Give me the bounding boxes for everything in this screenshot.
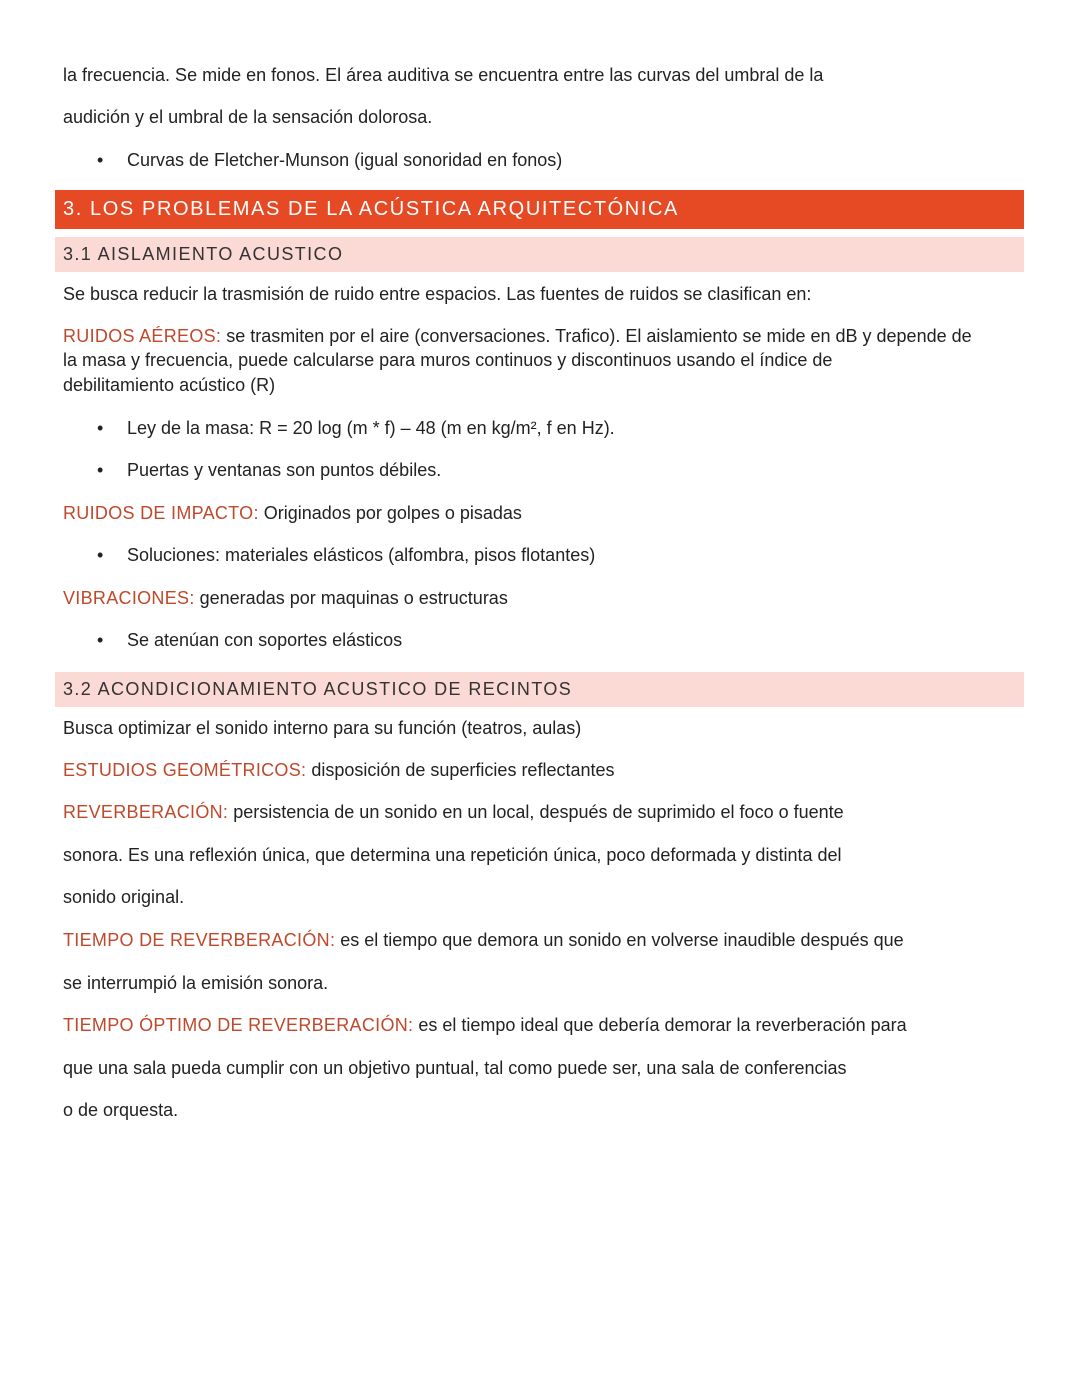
term-label: REVERBERACIÓN:	[63, 802, 229, 822]
bullet-icon: •	[97, 460, 104, 480]
paragraph-line: sonido original.	[63, 887, 185, 907]
bullet-icon: •	[97, 545, 104, 565]
reverberacion-line: REVERBERACIÓN: persistencia de un sonido en un local, después de suprimido el foco o fuente	[63, 802, 844, 822]
term-label: TIEMPO ÓPTIMO DE REVERBERACIÓN:	[63, 1015, 414, 1035]
ruidos-aereos-line: RUIDOS AÉREOS: se trasmiten por el aire (conversaciones. Trafico). El aislamiento se mide en dB y depende de	[63, 326, 972, 346]
intro-line: audición y el umbral de la sensación dolorosa.	[63, 107, 433, 127]
geometricos-line: ESTUDIOS GEOMÉTRICOS: disposición de superficies reflectantes	[63, 760, 615, 780]
term-label: TIEMPO DE REVERBERACIÓN:	[63, 930, 336, 950]
subsection-heading: 3.1 AISLAMIENTO ACUSTICO	[55, 237, 1024, 272]
section-heading: 3. LOS PROBLEMAS DE LA ACÚSTICA ARQUITECTÓNICA	[55, 190, 1024, 229]
intro-line: la frecuencia. Se mide en fonos. El área auditiva se encuentra entre las curvas del umbral de la	[63, 65, 824, 85]
bullet-icon: •	[97, 418, 104, 438]
term-label: ESTUDIOS GEOMÉTRICOS:	[63, 760, 307, 780]
paragraph-line: debilitamiento acústico (R)	[63, 375, 276, 395]
paragraph-line: se interrumpió la emisión sonora.	[63, 973, 329, 993]
paragraph: Busca optimizar el sonido interno para su función (teatros, aulas)	[63, 718, 582, 738]
optimo-line: TIEMPO ÓPTIMO DE REVERBERACIÓN: es el tiempo ideal que debería demorar la reverberación para	[63, 1015, 907, 1035]
paragraph-line: que una sala pueda cumplir con un objetivo puntual, tal como puede ser, una sala de conferencias	[63, 1058, 847, 1078]
paragraph-line: sonora. Es una reflexión única, que determina una repetición única, poco deformada y distinta del	[63, 845, 842, 865]
vibraciones-line: VIBRACIONES: generadas por maquinas o estructuras	[63, 588, 508, 608]
bullet-icon: •	[97, 630, 104, 650]
bullet-item: • Curvas de Fletcher-Munson (igual sonoridad en fonos)	[97, 150, 563, 170]
ruidos-impacto-line: RUIDOS DE IMPACTO: Originados por golpes o pisadas	[63, 503, 522, 523]
bullet-item: • Ley de la masa: R = 20 log (m * f) – 48 (m en kg/m², f en Hz).	[97, 418, 615, 438]
tiempo-line: TIEMPO DE REVERBERACIÓN: es el tiempo que demora un sonido en volverse inaudible después que	[63, 930, 904, 950]
paragraph-line: la masa y frecuencia, puede calcularse para muros continuos y discontinuos usando el índice de	[63, 350, 833, 370]
term-label: VIBRACIONES:	[63, 588, 195, 608]
term-label: RUIDOS AÉREOS:	[63, 326, 222, 346]
paragraph: Se busca reducir la trasmisión de ruido entre espacios. Las fuentes de ruidos se clasifican en:	[63, 284, 812, 304]
paragraph-line: o de orquesta.	[63, 1100, 179, 1120]
term-label: RUIDOS DE IMPACTO:	[63, 503, 259, 523]
subsection-heading: 3.2 ACONDICIONAMIENTO ACUSTICO DE RECINTOS	[55, 672, 1024, 707]
bullet-item: • Se atenúan con soportes elásticos	[97, 630, 403, 650]
bullet-icon: •	[97, 150, 104, 170]
bullet-item: • Soluciones: materiales elásticos (alfombra, pisos flotantes)	[97, 545, 596, 565]
bullet-item: • Puertas y ventanas son puntos débiles.	[97, 460, 442, 480]
